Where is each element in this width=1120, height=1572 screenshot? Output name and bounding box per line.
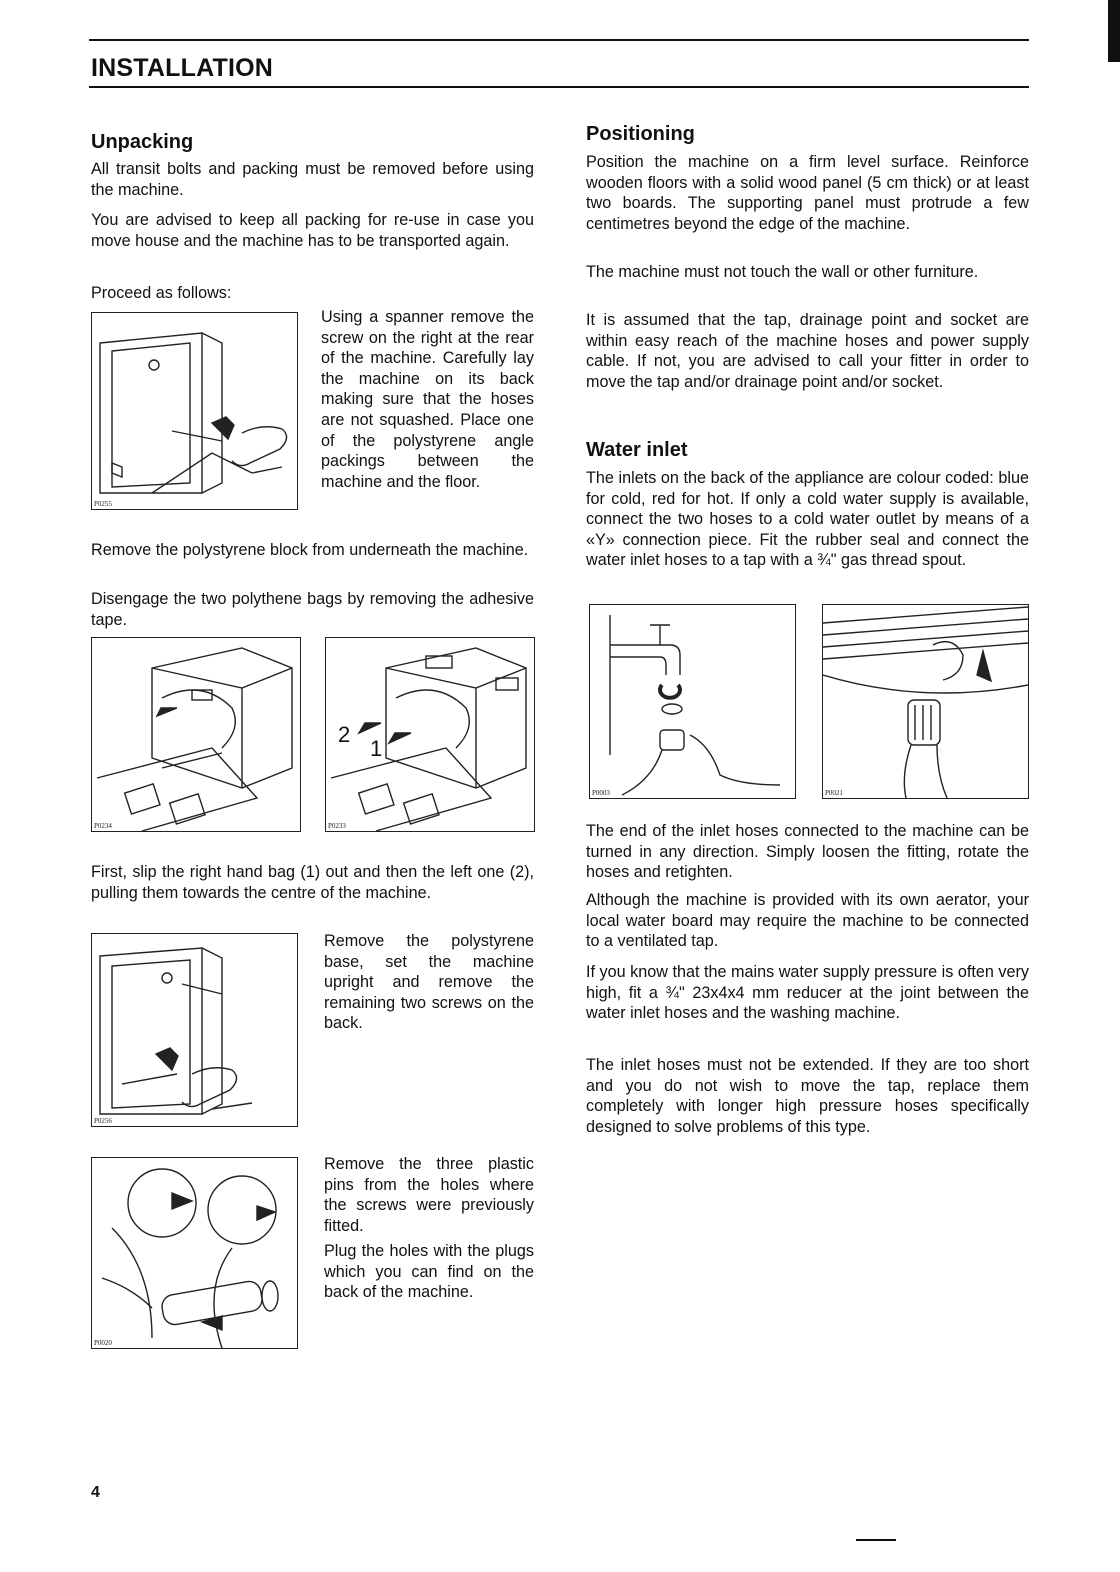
step2-text: Remove the polystyrene base, set the machine upright and remove the remaining two screws on the back.: [324, 932, 534, 1033]
figure-inlet-hose-fitting-art: [823, 605, 1028, 798]
figure-remove-rear-screw-art: [92, 313, 297, 509]
figure-code: P0234: [94, 822, 112, 830]
positioning-heading: Positioning: [586, 123, 695, 145]
water-inlet-p2: The end of the inlet hoses connected to the machine can be turned in any direction. Simply loosen the fitting, rotate the hoses and retighten.: [586, 822, 1029, 882]
page-number: 4: [91, 1484, 100, 1501]
positioning-p1: Position the machine on a firm level surface. Reinforce wooden floors with a solid wood panel (5 cm thick) or at least two boards. The supporting panel must protrude a few centimetres beyond the edge of the machine.: [586, 153, 1029, 233]
step1-text: Using a spanner remove the screw on the right at the rear of the machine. Carefully lay the machine on its back making sure that the hoses are not squashed. Place one of the polystyrene angle packings between the machine and the floor.: [321, 308, 534, 491]
positioning-p3: It is assumed that the tap, drainage point and socket are within easy reach of the machine hoses and power supply cable. If not, you are advised to call your fitter in order to move the tap and/or drainage point and/or socket.: [586, 311, 1029, 391]
step3b-text: Plug the holes with the plugs which you can find on the back of the machine.: [324, 1242, 534, 1302]
figure-remove-bags: [325, 637, 535, 832]
figure-polythene-bags-tape-art: [92, 638, 300, 831]
figure-polythene-bags-tape: [91, 637, 301, 832]
unpacking-p4: Remove the polystyrene block from underneath the machine.: [91, 541, 529, 559]
figure-plastic-pins-art: [92, 1158, 297, 1348]
figure-code: P0256: [94, 1117, 112, 1125]
unpacking-p5: Disengage the two polythene bags by removing the adhesive tape.: [91, 590, 534, 629]
figure-tap-connection-art: [590, 605, 795, 798]
figure-label-1: 1: [370, 736, 383, 761]
unpacking-p1: All transit bolts and packing must be removed before using the machine.: [91, 160, 534, 199]
water-inlet-heading: Water inlet: [586, 439, 688, 461]
figure-code: P0003: [592, 789, 610, 797]
positioning-p2: The machine must not touch the wall or other furniture.: [586, 263, 979, 281]
figure-code: P0255: [94, 500, 112, 508]
figure-remove-rear-screw: [91, 312, 298, 510]
unpacking-p6: First, slip the right hand bag (1) out and then the left one (2), pulling them towards the centre of the machine.: [91, 863, 534, 902]
figure-code: P0021: [825, 789, 843, 797]
figure-remove-back-screws: [91, 933, 298, 1127]
figure-code: P0233: [328, 822, 346, 830]
figure-remove-back-screws-art: [92, 934, 297, 1126]
footer-mark: [856, 1539, 896, 1541]
water-inlet-p4: If you know that the mains water supply pressure is often very high, fit a ¾" 23x4x4 mm reducer at the joint between the water inlet hoses and the washing machine.: [586, 963, 1029, 1023]
figure-inlet-hose-fitting: [822, 604, 1029, 799]
water-inlet-p1: The inlets on the back of the appliance are colour coded: blue for cold, red for hot. If only a cold water supply is available, connect the two hoses to a cold water outlet by means of a «Y» connection piece. Fit the rubber seal and connect the water inlet hoses to a tap with a ¾" gas thread spout.: [586, 469, 1029, 570]
right-edge-bar: [1108, 0, 1120, 62]
figure-code: P0020: [94, 1339, 112, 1347]
figure-plastic-pins: [91, 1157, 298, 1349]
unpacking-p3: Proceed as follows:: [91, 284, 232, 302]
water-inlet-p3: Although the machine is provided with its own aerator, your local water board may require the machine to be connected to a ventilated tap.: [586, 891, 1029, 951]
unpacking-heading: Unpacking: [91, 131, 194, 153]
figure-tap-connection: [589, 604, 796, 799]
header-top-rule: [89, 39, 1029, 41]
water-inlet-p5: The inlet hoses must not be extended. If they are too short and you do not wish to move the tap, replace them completely with longer high pressure hoses specifically designed to solve problems of this type.: [586, 1056, 1029, 1136]
page-title: INSTALLATION: [91, 54, 274, 82]
figure-label-2: 2: [338, 722, 351, 747]
figure-remove-bags-art: [326, 638, 534, 831]
header-bottom-rule: [89, 86, 1029, 88]
step3a-text: Remove the three plastic pins from the holes where the screws were previously fitted.: [324, 1155, 534, 1235]
unpacking-p2: You are advised to keep all packing for re-use in case you move house and the machine has to be transported again.: [91, 211, 534, 250]
